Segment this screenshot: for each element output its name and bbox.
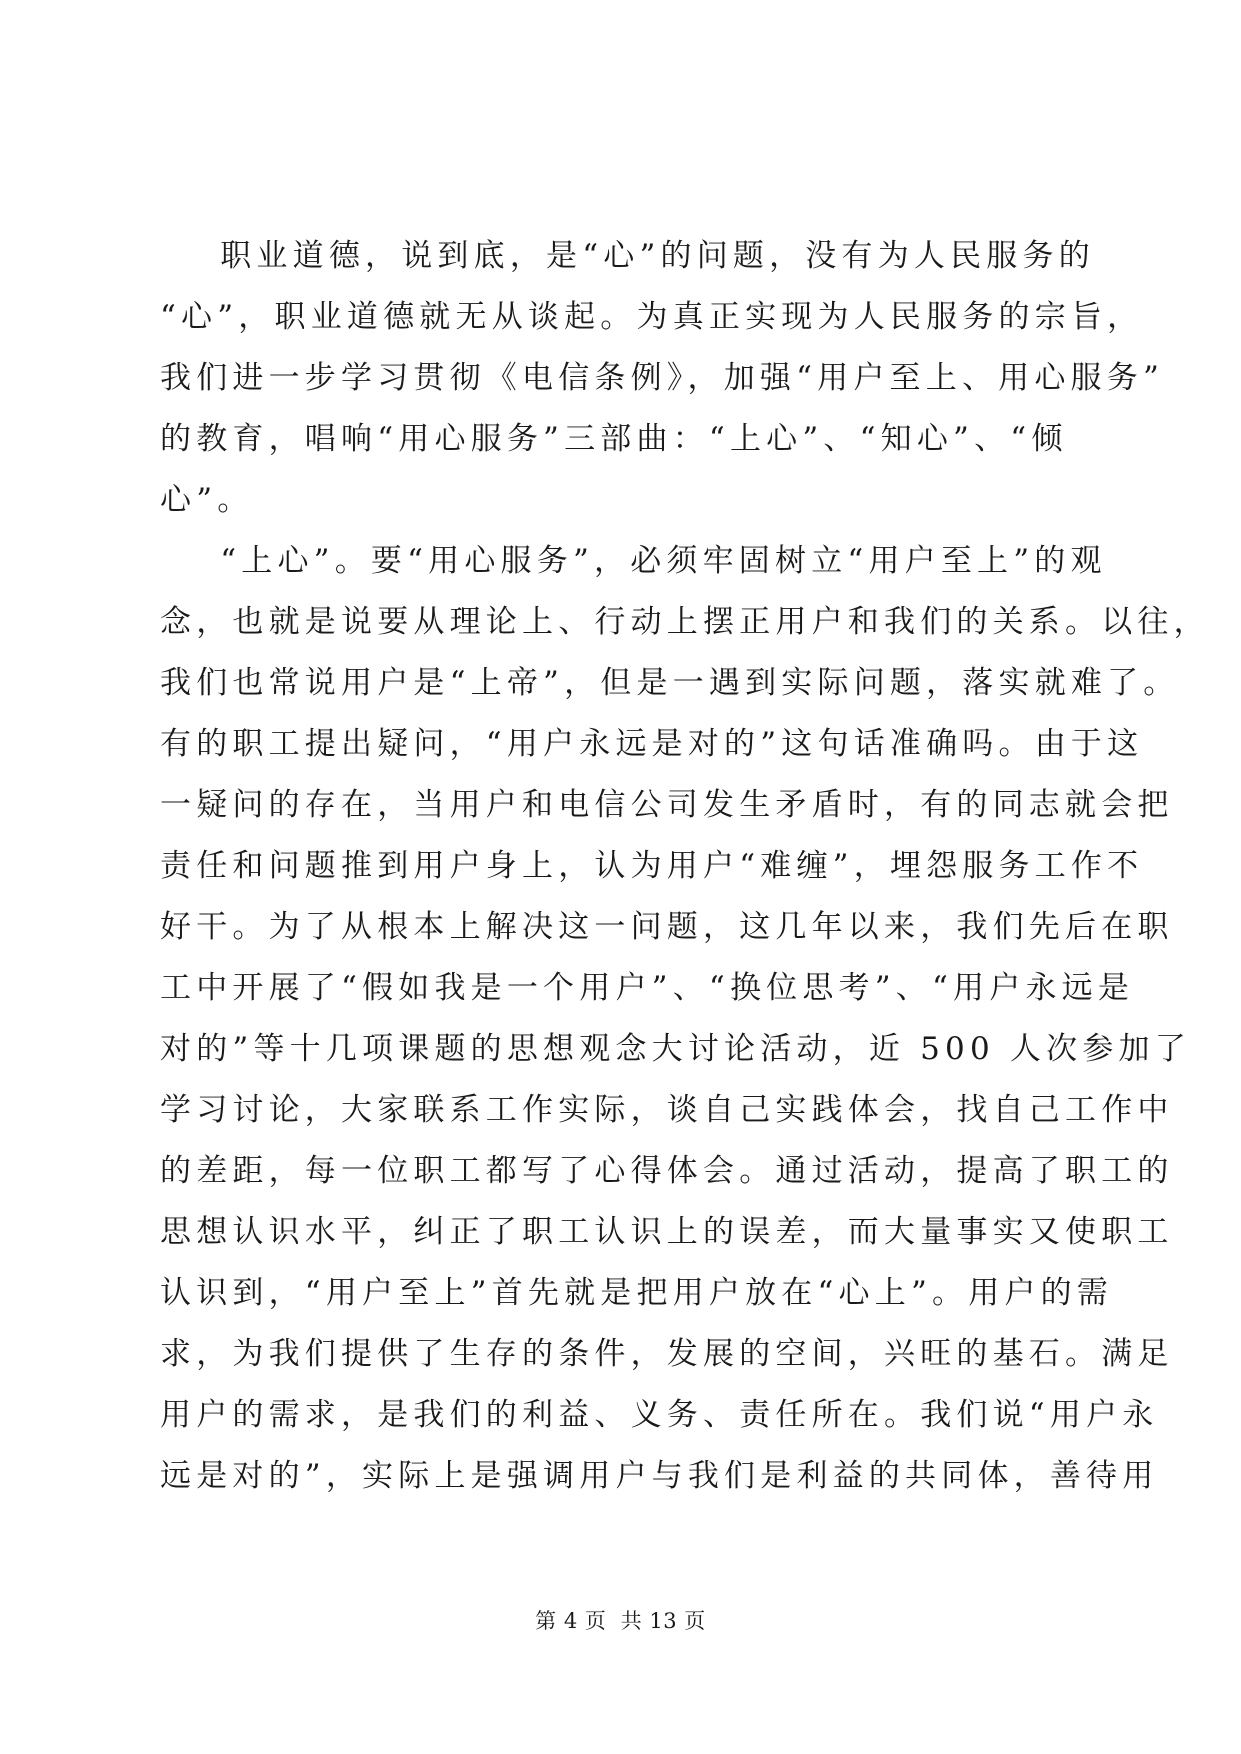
text-line: 求，为我们提供了生存的条件，发展的空间，兴旺的基石。满足 [160, 1336, 1174, 1372]
text-line: 思想认识水平，纠正了职工认识上的误差，而大量事实又使职工 [160, 1214, 1174, 1250]
text-line: 的教育，唱响“用心服务”三部曲：“上心”、“知心”、“倾 [160, 421, 1068, 457]
text-line: 好干。为了从根本上解决这一问题，这几年以来，我们先后在职 [160, 909, 1174, 945]
text-line: 念，也就是说要从理论上、行动上摆正用户和我们的关系。以往， [160, 604, 1210, 640]
text-line: 认识到，“用户至上”首先就是把用户放在“心上”。用户的需 [160, 1275, 1113, 1311]
text-line: 一疑问的存在，当用户和电信公司发生矛盾时，有的同志就会把 [160, 787, 1174, 823]
text-line: 我们也常说用户是“上帝”，但是一遇到实际问题，落实就难了。 [160, 665, 1180, 701]
text-line: 对的”等十几项课题的思想观念大讨论活动，近 500 人次参加了 [160, 1031, 1191, 1067]
text-line: “心”，职业道德就无从谈起。为真正实现为人民服务的宗旨， [160, 299, 1144, 335]
text-line: 我们进一步学习贯彻《电信条例》，加强“用户至上、用心服务” [160, 360, 1164, 396]
text-line: 用户的需求，是我们的利益、义务、责任所在。我们说“用户永 [160, 1397, 1159, 1433]
body-text [160, 226, 1210, 1507]
text-line: 工中开展了“假如我是一个用户”、“换位思考”、“用户永远是 [160, 970, 1135, 1006]
text-line: “上心”。要“用心服务”，必须牢固树立“用户至上”的观 [160, 543, 1107, 579]
text-line: 心”。 [160, 482, 254, 518]
text-line: 远是对的”，实际上是强调用户与我们是利益的共同体，善待用 [160, 1458, 1159, 1494]
text-line: 有的职工提出疑问，“用户永远是对的”这句话准确吗。由于这 [160, 726, 1144, 762]
text-line: 责任和问题推到用户身上，认为用户“难缠”，埋怨服务工作不 [160, 848, 1144, 884]
page-footer: 第 4 页 共 13 页 [535, 1609, 706, 1633]
text-line: 职业道德，说到底，是“心”的问题，没有为人民服务的 [160, 238, 1095, 274]
text-line: 学习讨论，大家联系工作实际，谈自己实践体会，找自己工作中 [160, 1092, 1174, 1128]
text-line: 的差距，每一位职工都写了心得体会。通过活动，提高了职工的 [160, 1153, 1174, 1189]
